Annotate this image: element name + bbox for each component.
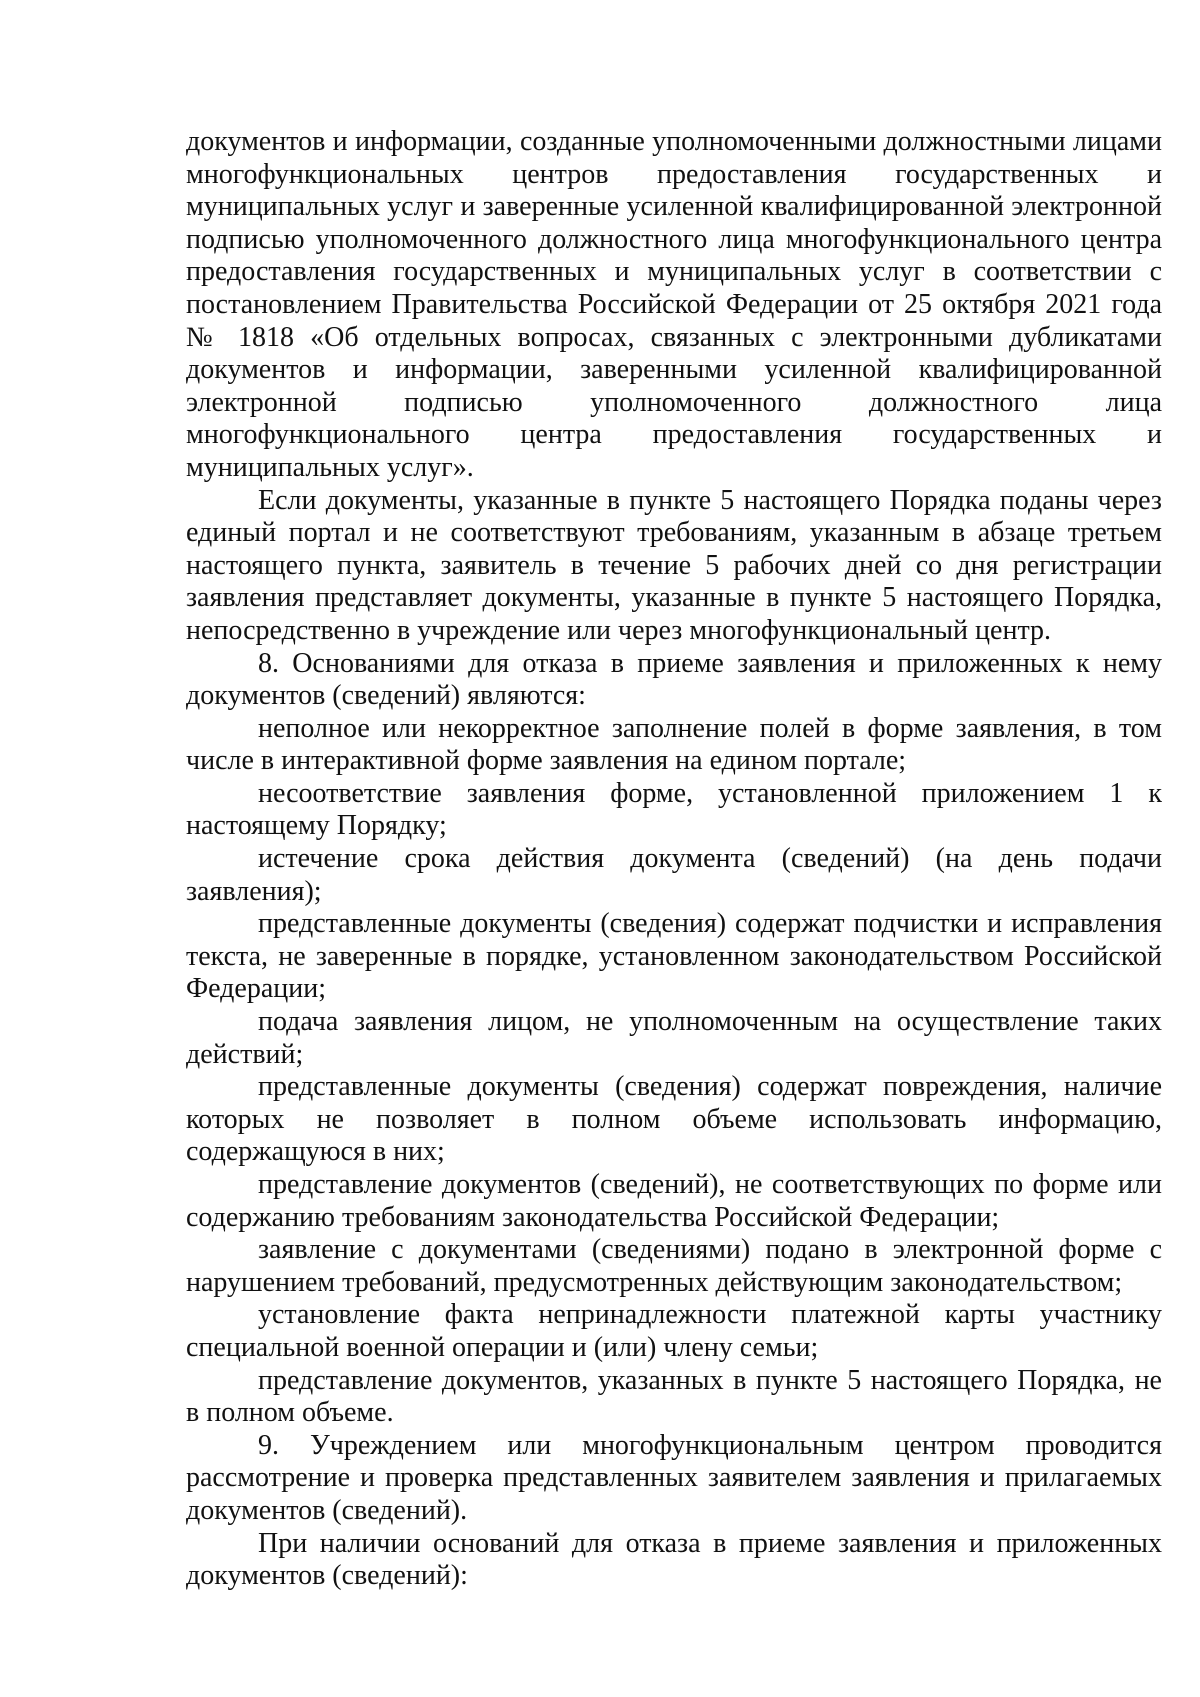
- document-body: [186, 126, 1162, 1593]
- refusal-reason-form-mismatch: несоответствие заявления форме, установленной приложением 1 к настоящему Порядку;: [186, 777, 1162, 842]
- paragraph-portal-documents: Если документы, указанные в пункте 5 настоящего Порядка поданы через единый портал и не соответствуют требованиям, указанным в абзаце третьем настоящего пункта, заявитель в течение 5 рабочих дней со дня регистрации заявления представляет документы, указанные в пункте 5 настоящего Порядка, непосредственно в учреждение или через многофункциональный центр.: [186, 484, 1162, 646]
- paragraph-item-8: 8. Основаниями для отказа в приеме заявления и приложенных к нему документов (сведений) являются:: [186, 647, 1162, 712]
- paragraph-refusal-grounds: При наличии оснований для отказа в приеме заявления и приложенных документов (сведений):: [186, 1527, 1162, 1592]
- paragraph-item-9: 9. Учреждением или многофункциональным центром проводится рассмотрение и проверка представленных заявителем заявления и прилагаемых документов (сведений).: [186, 1429, 1162, 1526]
- refusal-reason-damaged: представленные документы (сведения) содержат повреждения, наличие которых не позволяет в полном объеме использовать информацию, содержащуюся в них;: [186, 1071, 1162, 1168]
- refusal-reason-corrections: представленные документы (сведения) содержат подчистки и исправления текста, не заверенные в порядке, установленном законодательством Российской Федерации;: [186, 908, 1162, 1005]
- refusal-reason-card-ownership: установление факта непринадлежности платежной карты участнику специальной военной операции и (или) члену семьи;: [186, 1299, 1162, 1363]
- refusal-reason-electronic-violation: заявление с документами (сведениями) подано в электронной форме с нарушением требований, предусмотренных действующим законодательством;: [186, 1234, 1162, 1298]
- refusal-reason-expired: истечение срока действия документа (сведений) (на день подачи заявления);: [186, 843, 1162, 907]
- paragraph-continuation: документов и информации, созданные уполномоченными должностными лицами многофункциональных центров предоставления государственных и муниципальных услуг и заверенные усиленной квалифицированной электронной подписью уполномоченного должностного лица многофункционального центра предоставления государственных и муниципальных услуг в соответствии с постановлением Правительства Российской Федерации от 25 октября 2021 года № 1818 «Об отдельных вопросах, связанных с электронными дубликатами документов и информации, заверенными усиленной квалифицированной электронной подписью уполномоченного должностного лица многофункционального центра предоставления государственных и муниципальных услуг».: [186, 126, 1162, 483]
- refusal-reason-unauthorized: подача заявления лицом, не уполномоченным на осуществление таких действий;: [186, 1006, 1162, 1070]
- refusal-reason-incomplete-form: неполное или некорректное заполнение полей в форме заявления, в том числе в интерактивной форме заявления на едином портале;: [186, 712, 1162, 777]
- refusal-reason-incomplete-documents: представление документов, указанных в пункте 5 настоящего Порядка, не в полном объеме.: [186, 1364, 1162, 1429]
- refusal-reason-noncompliant: представление документов (сведений), не соответствующих по форме или содержанию требованиям законодательства Российской Федерации;: [186, 1169, 1162, 1233]
